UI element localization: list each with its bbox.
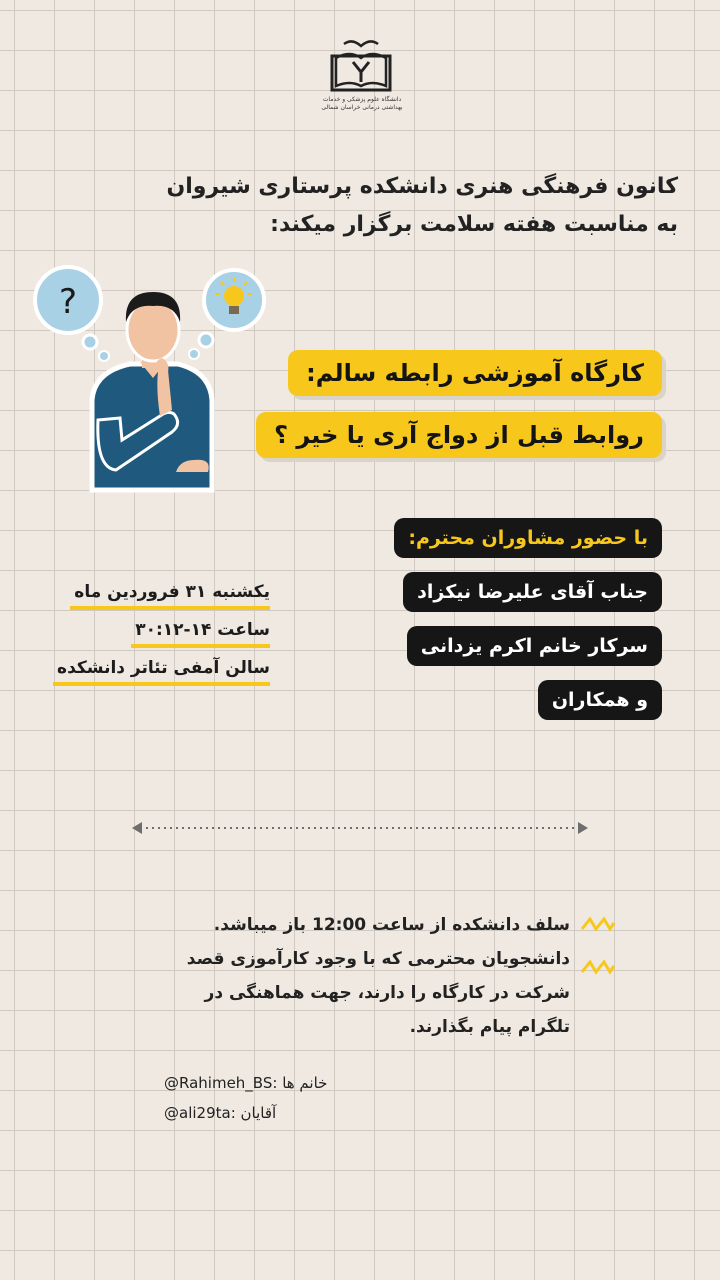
presenter-item: و همکاران [538,680,662,720]
schedule-block [36,578,270,692]
svg-text:?: ? [58,282,78,322]
zigzag-bullet-icon [580,915,616,935]
contact-men-handle[interactable]: @ali29ta [164,1104,231,1122]
thinking-man-illustration [22,260,282,500]
note-line: سلف دانشکده از ساعت 12:00 باز میباشد. [213,915,570,935]
contact-men-label: : آقایان [230,1104,277,1122]
intro-line: به مناسبت هفته سلامت برگزار میکند: [270,212,678,237]
note-line: دانشجویان محترمی که با وجود کارآموزی قصد [186,949,570,969]
presenter-item: سرکار خانم اکرم یزدانی [407,626,662,666]
intro-line: کانون فرهنگی هنری دانشکده پرستاری شیروان [166,174,678,199]
logo-caption-line: بهداشتی درمانی خراسان شمالی [321,104,403,111]
contact-women-handle[interactable]: @Rahimeh_BS [164,1074,273,1092]
contact-women [164,1071,327,1095]
schedule-time: ساعت ۱۴-۳۰:۱۲ [131,616,270,648]
presenters-heading: با حضور مشاوران محترم: [394,518,662,558]
question-bubble-icon [35,267,109,361]
lightbulb-bubble-icon [189,270,264,359]
schedule-date: یکشنبه ۳۱ فروردین ماه [70,578,270,610]
zigzag-bullet-icon [580,958,616,978]
intro-text [118,168,678,244]
note-line: تلگرام پیام بگذارند. [409,1017,570,1037]
person-figure [92,292,212,490]
contact-men [164,1101,276,1125]
dotted-divider [132,820,588,834]
logo-caption-line: دانشگاه علوم پزشکی و خدمات [322,96,402,103]
notes-block [130,908,570,1044]
workshop-title-line2: روابط قبل از دواج آری یا خیر ؟ [256,412,662,458]
schedule-place: سالن آمفی تئاتر دانشکده [53,654,270,686]
contact-women-label: : خانم ها [272,1074,328,1092]
logo-caption [300,96,424,112]
presenter-item: جناب آقای علیرضا نیکزاد [403,572,662,612]
workshop-title-line1: کارگاه آموزشی رابطه سالم: [288,350,662,396]
note-line: شرکت در کارگاه را دارند، جهت هماهنگی در [204,983,570,1003]
